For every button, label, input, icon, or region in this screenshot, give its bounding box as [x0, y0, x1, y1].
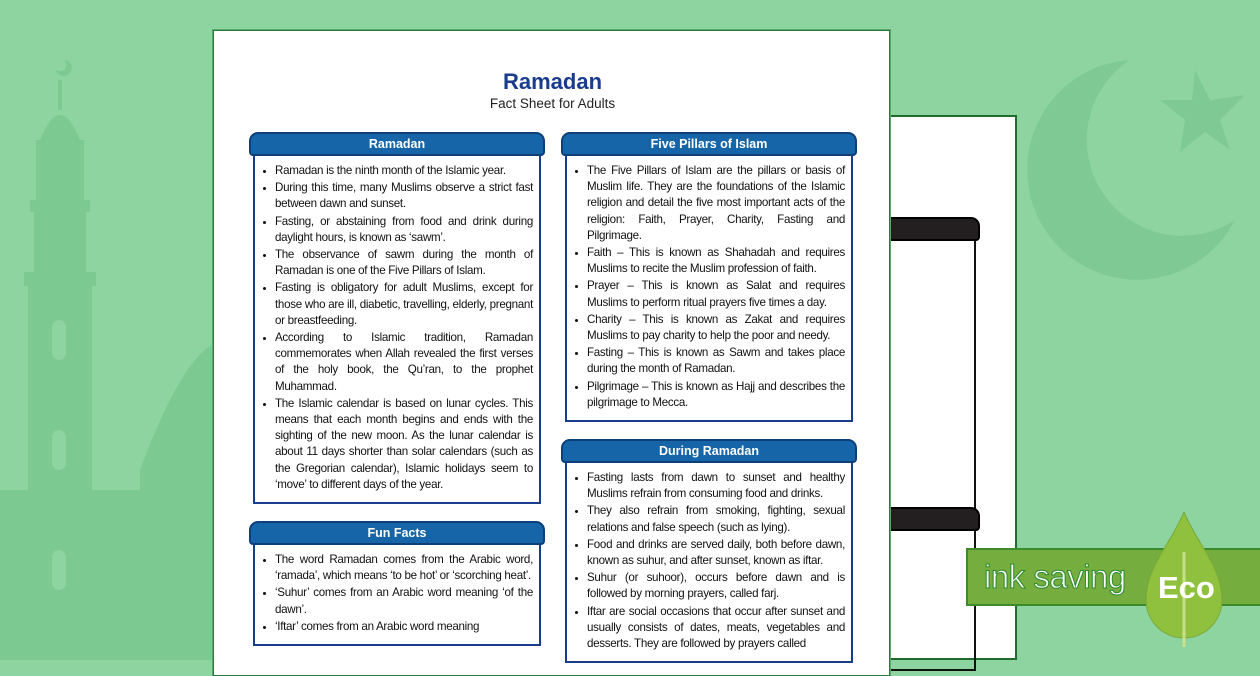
section-five-pillars	[561, 132, 857, 422]
mosque-silhouette-icon	[0, 50, 240, 660]
list-item: The Islamic calendar is based on lunar cycles. This means that each month begins and ends with the sighting of the new moon. As the lunar calendar is about 11 days shorter than solar calendars (such as the Gregorian calendar), Islamic holidays seem to ‘move’ to different days of the year.	[261, 396, 533, 493]
list-item: According to Islamic tradition, Ramadan commemorates when Allah revealed the first verses of the holy book, the Qu’ran, to the prophet Muhammad.	[261, 330, 533, 395]
section-body	[253, 156, 541, 504]
list-item: ‘Iftar’ comes from an Arabic word meaning	[261, 619, 533, 635]
list-item: Prayer – This is known as Salat and requires Muslims to perform ritual prayers five times a day.	[573, 278, 845, 310]
page-subtitle: Fact Sheet for Adults	[489, 96, 616, 111]
eco-label: Eco	[1158, 570, 1215, 605]
bullet-list	[573, 470, 845, 652]
bullet-list	[573, 163, 845, 411]
list-item: Fasting is obligatory for adult Muslims, except for those who are ill, diabetic, travelling, elderly, pregnant or breastfeeding.	[261, 280, 533, 329]
list-item: Suhur (or suhoor), occurs before dawn and is followed by morning prayers, called farj.	[573, 570, 845, 602]
front-page	[213, 30, 890, 676]
page-title: Ramadan	[502, 69, 603, 94]
list-item: Pilgrimage – This is known as Hajj and describes the pilgrimage to Mecca.	[573, 379, 845, 411]
list-item: Iftar are social occasions that occur after sunset and usually consists of dates, meats, vegetables and desserts. They are followed by prayers called	[573, 604, 845, 653]
section-heading: During Ramadan	[561, 439, 857, 463]
right-column	[561, 132, 857, 663]
list-item: Fasting – This is known as Sawm and takes place during the month of Ramadan.	[573, 345, 845, 377]
list-item: The observance of sawm during the month of Ramadan is one of the Five Pillars of Islam.	[261, 247, 533, 279]
section-heading: Ramadan	[249, 132, 545, 156]
list-item: The Five Pillars of Islam are the pillars or basis of Muslim life. They are the foundations of the Islamic religion and detail the five most important acts of the religion: Faith, Prayer, Charity, Fasting and Pilgrimage.	[573, 163, 845, 244]
section-body	[565, 156, 853, 422]
list-item: ‘Suhur’ comes from an Arabic word meaning ‘of the dawn’.	[261, 585, 533, 617]
list-item: During this time, many Muslims observe a strict fast between dawn and sunset.	[261, 180, 533, 212]
list-item: They also refrain from smoking, fighting, sexual relations and false speech (such as lying).	[573, 503, 845, 535]
list-item: Fasting, or abstaining from food and drink during daylight hours, is known as ‘sawm’.	[261, 214, 533, 246]
list-item: The word Ramadan comes from the Arabic word, ‘ramada’, which means ‘to be hot’ or ‘scorching heat’.	[261, 552, 533, 584]
section-heading: Fun Facts	[249, 521, 545, 545]
list-item: Charity – This is known as Zakat and requires Muslims to pay charity to help the poor and needy.	[573, 312, 845, 344]
section-ramadan	[249, 132, 545, 504]
ink-saving-label: ink saving	[984, 558, 1126, 595]
bullet-list	[261, 163, 533, 493]
list-item: Ramadan is the ninth month of the Islamic year.	[261, 163, 533, 179]
list-item: Food and drinks are served daily, both before dawn, known as suhur, and after sunset, known as iftar.	[573, 537, 845, 569]
section-body	[253, 545, 541, 646]
section-heading: Five Pillars of Islam	[561, 132, 857, 156]
left-column	[249, 132, 545, 646]
list-item: Fasting lasts from dawn to sunset and healthy Muslims refrain from consuming food and drinks.	[573, 470, 845, 502]
list-item: Faith – This is known as Shahadah and requires Muslims to recite the Muslim profession of faith.	[573, 245, 845, 277]
section-body	[565, 463, 853, 663]
columns	[249, 132, 856, 663]
section-fun-facts	[249, 521, 545, 646]
crescent-star-icon	[1010, 50, 1260, 290]
bullet-list	[261, 552, 533, 635]
